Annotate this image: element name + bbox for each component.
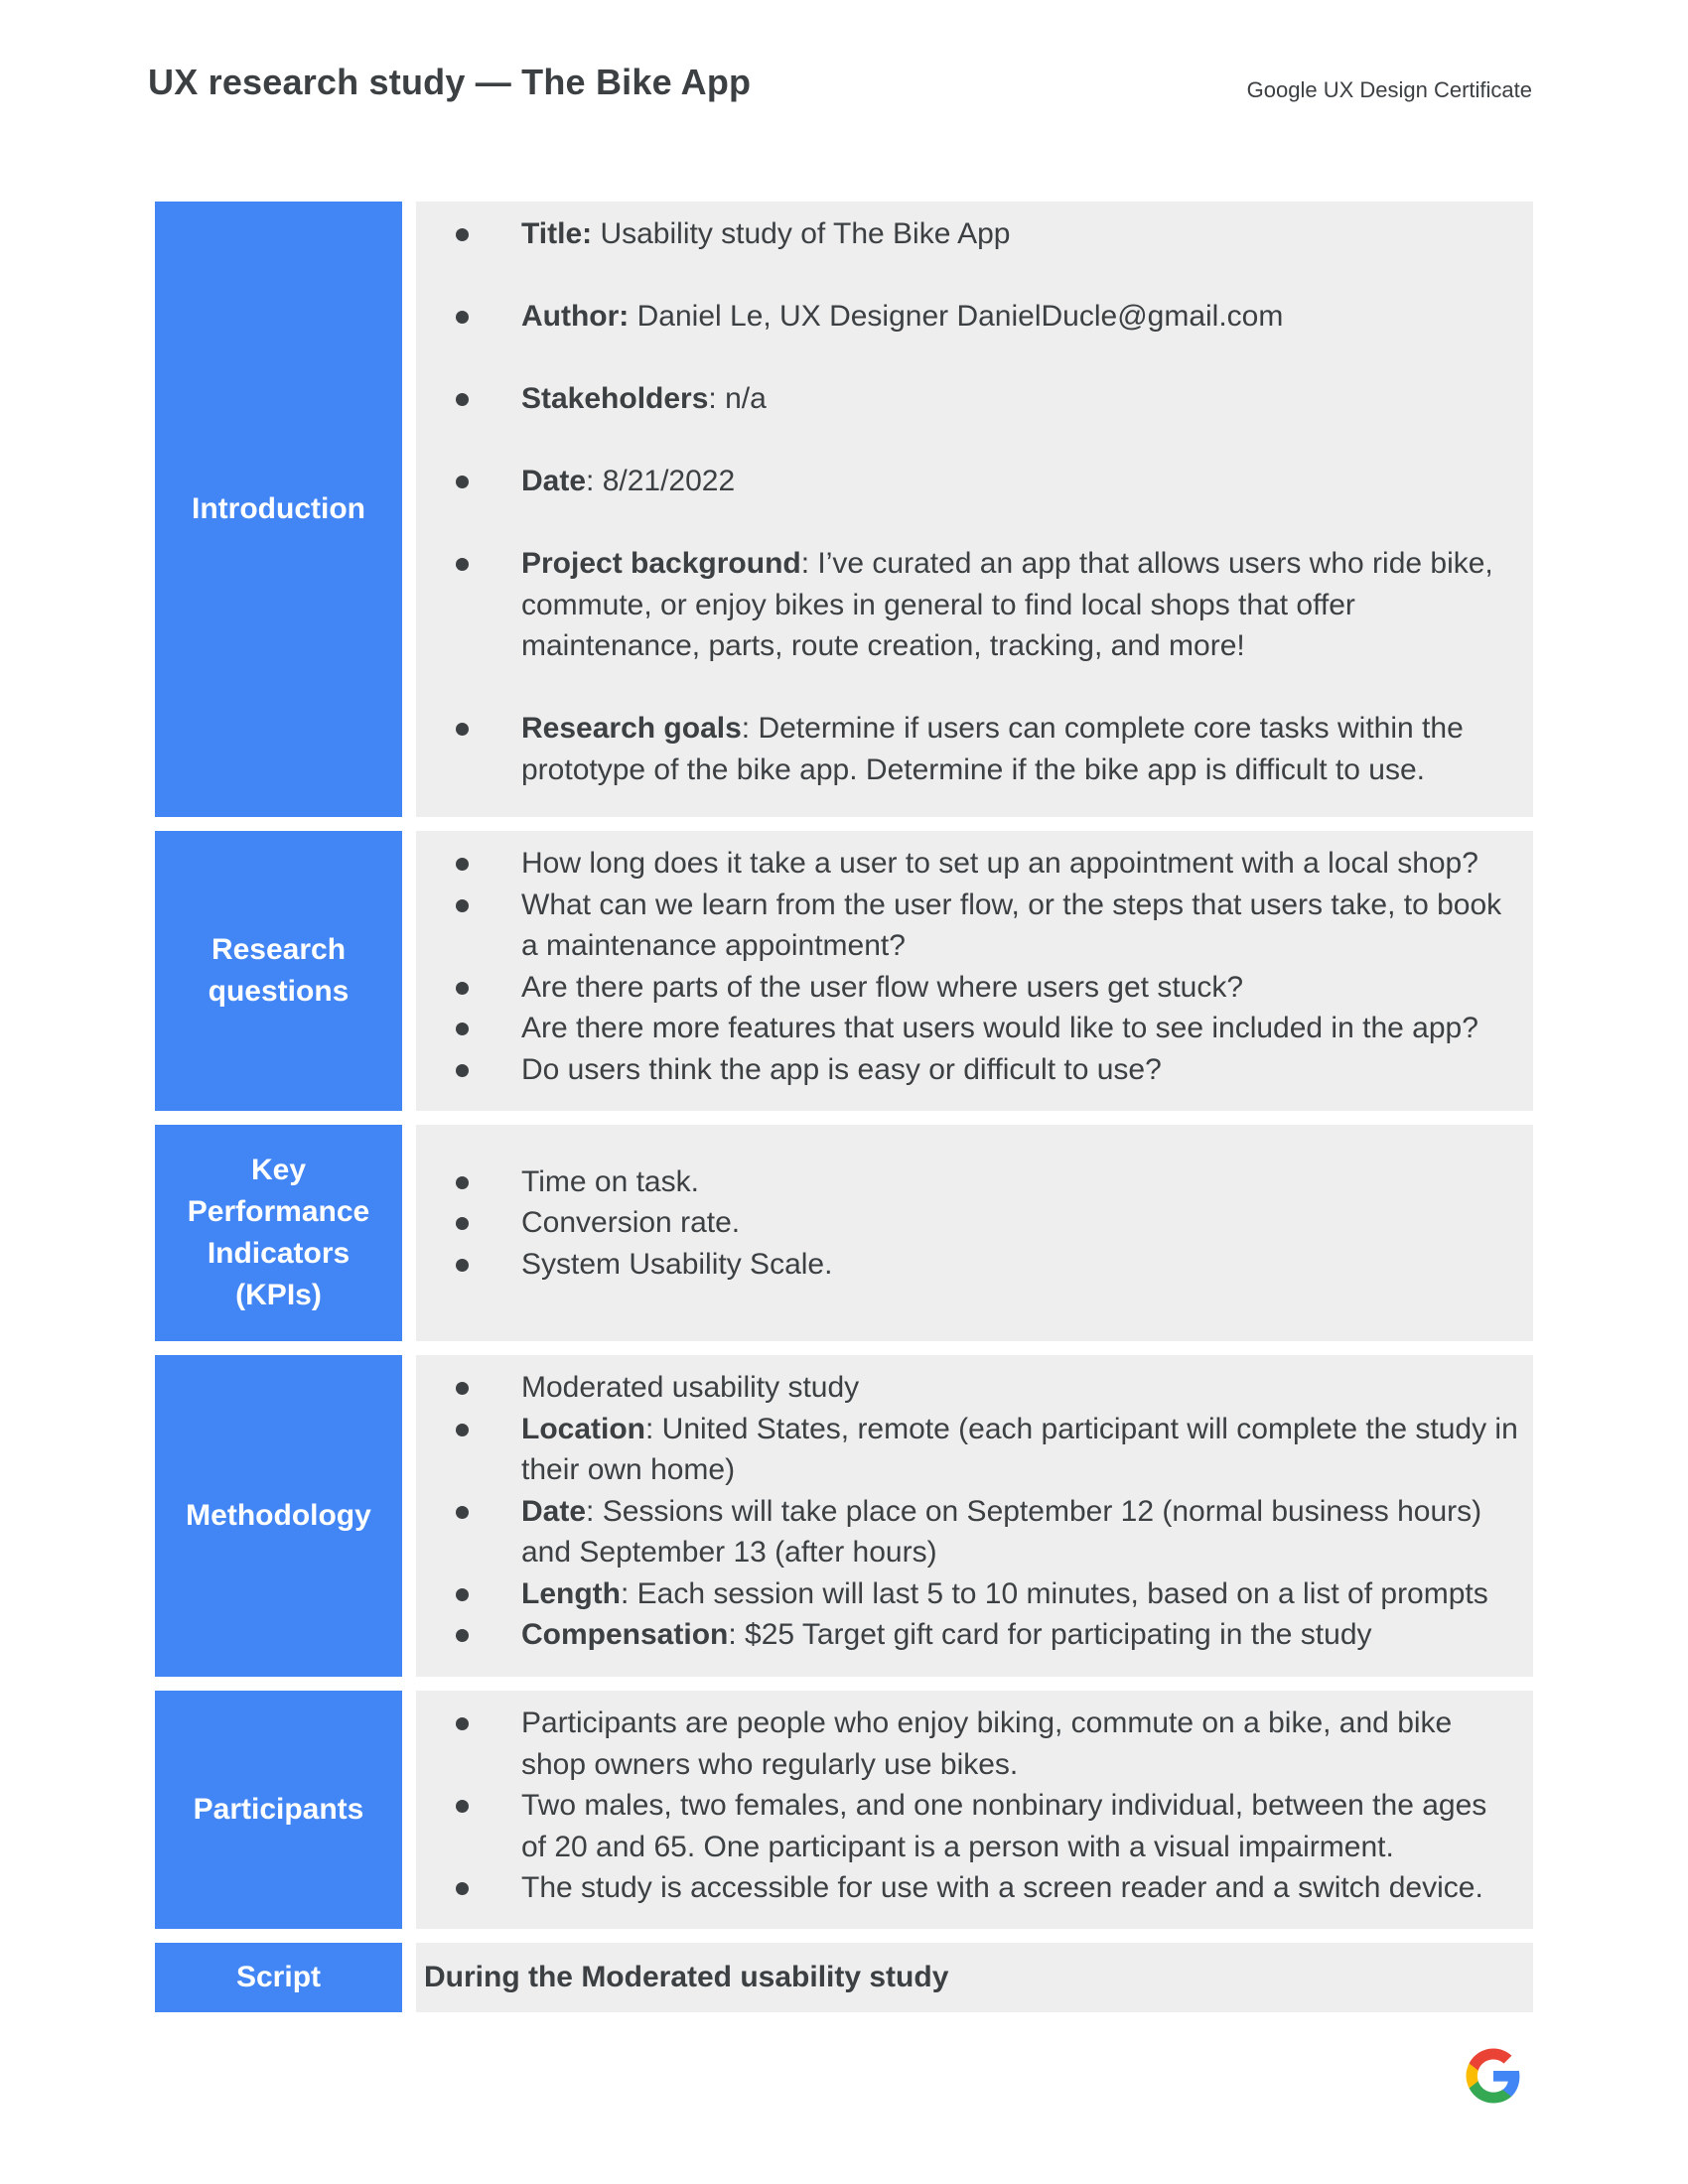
item-key: Date (521, 1494, 587, 1528)
list-item (416, 708, 1533, 790)
item-text: : Determine if users can complete core tasks within the prototype of the bike app. Determine if the bike app is difficult to use. (521, 712, 1464, 786)
section-label-script: Script (155, 1943, 402, 2012)
list-item (416, 296, 1533, 338)
item-text: : Each session will last 5 to 10 minutes, based on a list of prompts (620, 1576, 1488, 1610)
item-text: : Sessions will take place on September 12 (normal business hours) and September 13 (after hours) (521, 1494, 1482, 1569)
document-subtitle: Google UX Design Certificate (1246, 77, 1532, 102)
item-key: Date (521, 465, 587, 497)
section-label-introduction: Introduction (155, 202, 402, 817)
list-item (416, 1614, 1533, 1656)
methodology-list (416, 1367, 1533, 1656)
list-item: Conversion rate. (416, 1202, 1533, 1244)
list-item (416, 213, 1533, 255)
section-content-introduction (416, 202, 1533, 817)
participants-list (416, 1703, 1533, 1909)
kpi-list (416, 1161, 1533, 1286)
section-script (155, 1943, 1533, 2012)
list-item: System Usability Scale. (416, 1244, 1533, 1286)
list-item: Are there parts of the user flow where users get stuck? (416, 967, 1533, 1009)
list-item (416, 461, 1533, 502)
item-text: : n/a (708, 382, 767, 415)
item-key: Stakeholders (521, 382, 709, 415)
section-introduction (155, 202, 1533, 817)
item-text: : $25 Target gift card for participating in the study (728, 1618, 1372, 1651)
item-text: : United States, remote (each participant will complete the study in their own home) (521, 1412, 1518, 1486)
item-text: Usability study of The Bike App (592, 217, 1011, 250)
section-content-kpis (416, 1125, 1533, 1341)
item-text: Moderated usability study (521, 1371, 860, 1404)
item-key: Research goals (521, 712, 742, 745)
section-label-kpis: Key Performance Indicators (KPIs) (155, 1125, 402, 1341)
item-key: Compensation (521, 1618, 729, 1651)
section-kpis (155, 1125, 1533, 1341)
section-participants (155, 1691, 1533, 1929)
item-key: Title: (521, 217, 593, 250)
list-item (416, 1409, 1533, 1491)
list-item: Two males, two females, and one nonbinary individual, between the ages of 20 and 65. One participant is a person with a visual impairment. (416, 1785, 1533, 1867)
section-research-questions (155, 831, 1533, 1111)
item-key: Author: (521, 300, 630, 333)
list-item: What can we learn from the user flow, or the steps that users take, to book a maintenance appointment? (416, 885, 1533, 967)
list-item: How long does it take a user to set up an appointment with a local shop? (416, 843, 1533, 885)
section-label-research-questions: Research questions (155, 831, 402, 1111)
intro-list (416, 213, 1533, 790)
list-item (416, 1573, 1533, 1615)
item-text: Daniel Le, UX Designer DanielDucle@gmail.com (629, 300, 1284, 333)
list-item (416, 378, 1533, 420)
section-content-methodology (416, 1355, 1533, 1677)
item-key: Location (521, 1412, 645, 1445)
section-content-research-questions (416, 831, 1533, 1111)
research-questions-list (416, 843, 1533, 1090)
item-text: : I’ve curated an app that allows users who ride bike, commute, or enjoy bikes in general to find local shops that offer maintenance, parts, route creation, tracking, and more! (521, 547, 1493, 662)
list-item: Do users think the app is easy or difficult to use? (416, 1049, 1533, 1091)
list-item (416, 1491, 1533, 1573)
item-key: Length (521, 1576, 621, 1610)
section-methodology (155, 1355, 1533, 1677)
section-label-participants: Participants (155, 1691, 402, 1929)
google-g-logo-icon (1464, 2046, 1523, 2106)
item-text: : 8/21/2022 (586, 465, 736, 497)
section-content-participants (416, 1691, 1533, 1929)
section-content-script: During the Moderated usability study (416, 1943, 1533, 2012)
item-key: Project background (521, 547, 801, 580)
list-item: Are there more features that users would like to see included in the app? (416, 1008, 1533, 1049)
list-item: Time on task. (416, 1161, 1533, 1203)
study-table (155, 202, 1533, 2026)
list-item: The study is accessible for use with a screen reader and a switch device. (416, 1867, 1533, 1909)
section-label-methodology: Methodology (155, 1355, 402, 1677)
list-item (416, 543, 1533, 667)
list-item: Participants are people who enjoy biking, commute on a bike, and bike shop owners who regularly use bikes. (416, 1703, 1533, 1785)
list-item (416, 1367, 1533, 1409)
document-title: UX research study — The Bike App (148, 62, 752, 102)
